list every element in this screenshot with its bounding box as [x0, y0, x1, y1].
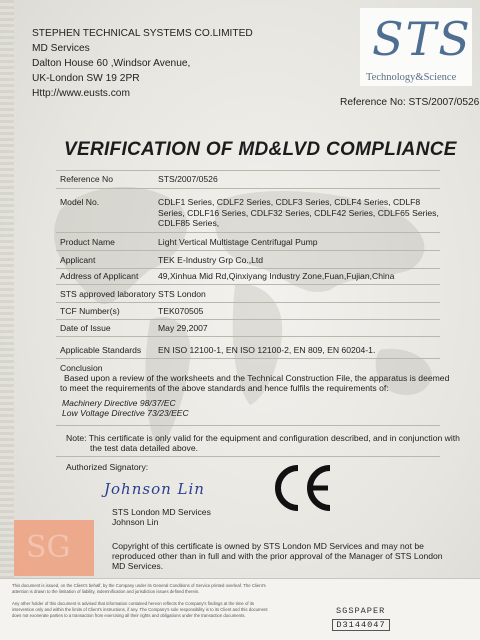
- signatory-name: Johnson Lin: [112, 517, 159, 527]
- company-name: STEPHEN TECHNICAL SYSTEMS CO.LIMITED: [32, 28, 253, 39]
- divider: [56, 358, 440, 359]
- date-value: May 29,2007: [158, 323, 208, 333]
- divider: [56, 268, 440, 269]
- address-value: 49,Xinhua Mid Rd,Qinxiyang Industry Zone,Fuan,Fujian,China: [158, 271, 395, 281]
- paper-label: SGSPAPER: [336, 606, 386, 616]
- logo-tagline: Technology&Science: [366, 72, 457, 83]
- logo-letters: STS: [372, 12, 472, 66]
- divider: [56, 302, 440, 303]
- signatory-org: STS London MD Services: [112, 507, 211, 517]
- reference-value: STS/2007/0526: [158, 174, 218, 184]
- authorized-signatory-label: Authorized Signatory:: [66, 462, 149, 472]
- company-address-line2: UK-London SW 19 2PR: [32, 73, 140, 84]
- copyright-line2: reproduced other than in full and with the prior approval of the Manager of STS London: [112, 551, 443, 561]
- standards-value: EN ISO 12100-1, EN ISO 12100-2, EN 809, EN 60204-1.: [158, 345, 376, 355]
- handwritten-signature: Johnson Lin: [104, 480, 205, 498]
- date-label: Date of Issue: [60, 323, 111, 333]
- divider: [56, 336, 440, 337]
- low-voltage-directive: Low Voltage Directive 73/23/EEC: [62, 408, 189, 418]
- tcf-value: TEK070505: [158, 306, 204, 316]
- standards-label: Applicable Standards: [60, 345, 142, 355]
- divider: [56, 456, 440, 457]
- applicant-label: Applicant: [60, 255, 96, 265]
- company-address-line1: Dalton House 60 ,Windsor Avenue,: [32, 58, 191, 69]
- note-line1: Note: This certificate is only valid for the equipment and configuration described, and in conjunction with: [66, 433, 460, 443]
- model-label: Model No.: [60, 197, 100, 207]
- divider: [56, 319, 440, 320]
- product-label: Product Name: [60, 237, 115, 247]
- copyright-line3: MD Services.: [112, 561, 164, 571]
- reference-header: Reference No: STS/2007/0526: [340, 97, 480, 108]
- conclusion-line1: Based upon a review of the worksheets and the Technical Construction File, the apparatus is deemed: [64, 373, 450, 383]
- divider: [56, 425, 440, 426]
- conclusion-heading: Conclusion: [60, 363, 103, 373]
- footer-strip: [0, 578, 480, 640]
- certificate-title: VERIFICATION OF MD&LVD COMPLIANCE: [64, 139, 457, 160]
- conclusion-line2: to meet the requirements of the above standards and hence fulfils the requirements of:: [60, 383, 389, 393]
- address-label: Address of Applicant: [60, 271, 139, 281]
- disclaimer-text-2: Any other holder of this document is advised that information contained hereon reflects the Company's findings at the time of its intervention only and within the limits of Client's instructions, if any. The Company's sole responsibility is to its Client and this document does not exonerate parties to a transaction from exercising all their rights and obligations under the transaction documents.: [12, 601, 268, 618]
- laboratory-value: STS London: [158, 289, 206, 299]
- stamp-text: SG: [26, 530, 71, 565]
- tcf-label: TCF Number(s): [60, 306, 120, 316]
- disclaimer-text-1: This document is issued, on the Client's behalf, by the Company under its General Conditions of Service printed overleaf. The Client's attention is drawn to the limitation of liability, indemnification and jurisdiction issues defined therein.: [12, 583, 266, 594]
- divider: [56, 284, 440, 285]
- machinery-directive: Machinery Directive 98/37/EC: [62, 398, 176, 408]
- note-line2: the test data detailed above.: [90, 443, 198, 453]
- company-website: Http://www.eusts.com: [32, 88, 130, 99]
- reference-label: Reference No: [60, 174, 114, 184]
- divider: [56, 170, 440, 171]
- applicant-value: TEK E-Industry Grp Co.,Ltd: [158, 255, 264, 265]
- serial-number: D3144047: [332, 619, 390, 631]
- sts-logo: [360, 8, 472, 86]
- sgs-stamp: [14, 520, 94, 576]
- laboratory-label: STS approved laboratory: [60, 289, 156, 299]
- company-division: MD Services: [32, 43, 90, 54]
- ce-mark: [268, 462, 336, 514]
- divider: [56, 232, 440, 233]
- divider: [56, 250, 440, 251]
- product-value: Light Vertical Multistage Centrifugal Pump: [158, 237, 318, 247]
- divider: [56, 188, 440, 189]
- model-value: CDLF1 Series, CDLF2 Series, CDLF3 Series, CDLF4 Series, CDLF8 Series, CDLF16 Series, CDLF32 Series, CDLF42 Series, CDLF65 Series, CDLF85 Series,: [158, 197, 439, 228]
- copyright-line1: Copyright of this certificate is owned by STS London MD Services and may not be: [112, 541, 424, 551]
- company-header: [32, 26, 253, 101]
